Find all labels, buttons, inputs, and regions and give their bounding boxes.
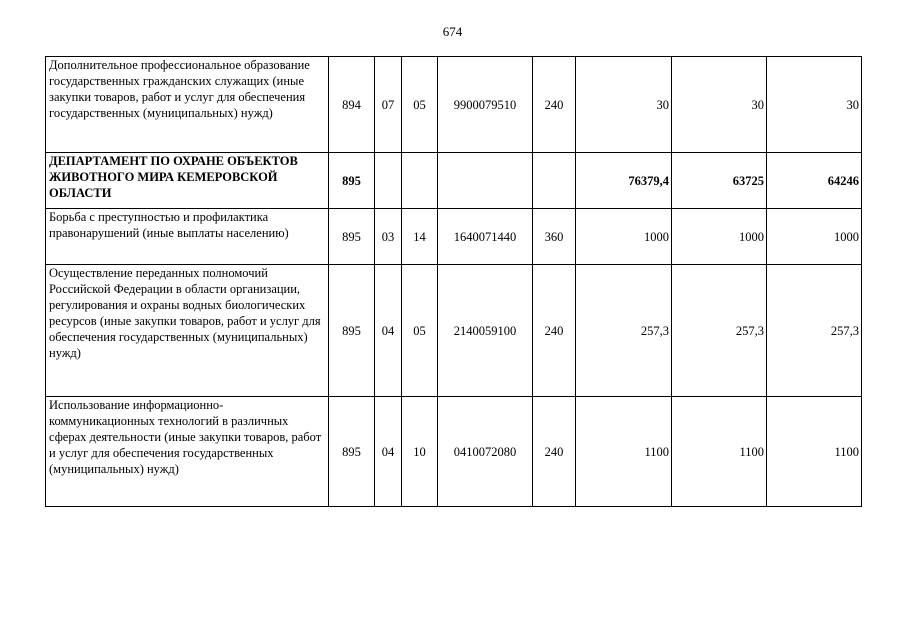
cell-vr: 240: [533, 265, 576, 397]
row-name: ДЕПАРТАМЕНТ ПО ОХРАНЕ ОБЪЕКТОВ ЖИВОТНОГО МИРА КЕМЕРОВСКОЙ ОБЛАСТИ: [46, 153, 329, 209]
cell-ved: 895: [329, 209, 375, 265]
row-name: Борьба с преступностью и профилактика правонарушений (иные выплаты населению): [46, 209, 329, 265]
row-name: Дополнительное профессиональное образование государственных гражданских служащих (иные закупки товаров, работ и услуг для обеспечения государственных (муниципальных) нужд): [46, 57, 329, 153]
cell-value-2: 63725: [672, 153, 767, 209]
cell-vr: 360: [533, 209, 576, 265]
budget-table: [45, 56, 862, 507]
cell-vr: 240: [533, 397, 576, 507]
row-name: Осуществление переданных полномочий Российской Федерации в области организации, регулирования и охраны водных биологических ресурсов (иные закупки товаров, работ и услуг для обеспечения государственных (муниципальных) нужд): [46, 265, 329, 397]
cell-rz: 04: [375, 397, 402, 507]
cell-vr: 240: [533, 57, 576, 153]
cell-rz: 07: [375, 57, 402, 153]
cell-value-2: 1100: [672, 397, 767, 507]
cell-ved: 895: [329, 265, 375, 397]
table-row: [46, 153, 862, 209]
cell-ved: 894: [329, 57, 375, 153]
page-number: 674: [442, 24, 463, 39]
cell-pr: 05: [402, 265, 438, 397]
cell-value-3: 1100: [767, 397, 862, 507]
cell-value-3: 1000: [767, 209, 862, 265]
row-name: Использование информационно-коммуникационных технологий в различных сферах деятельности (иные закупки товаров, работ и услуг для обеспечения государственных (муниципальных) нужд): [46, 397, 329, 507]
cell-value-3: 257,3: [767, 265, 862, 397]
cell-pr: 14: [402, 209, 438, 265]
cell-value-3: 64246: [767, 153, 862, 209]
cell-rz: [375, 153, 402, 209]
cell-pr: 10: [402, 397, 438, 507]
cell-value-2: 30: [672, 57, 767, 153]
table-row: [46, 397, 862, 507]
cell-ved: 895: [329, 153, 375, 209]
cell-value-2: 257,3: [672, 265, 767, 397]
cell-pr: 05: [402, 57, 438, 153]
cell-value-1: 257,3: [576, 265, 672, 397]
cell-csr: 0410072080: [438, 397, 533, 507]
cell-csr: 1640071440: [438, 209, 533, 265]
cell-value-1: 30: [576, 57, 672, 153]
cell-csr: 9900079510: [438, 57, 533, 153]
cell-csr: [438, 153, 533, 209]
cell-csr: 2140059100: [438, 265, 533, 397]
table-row: [46, 265, 862, 397]
cell-rz: 04: [375, 265, 402, 397]
cell-pr: [402, 153, 438, 209]
table-row: [46, 57, 862, 153]
cell-value-1: 1000: [576, 209, 672, 265]
cell-value-1: 1100: [576, 397, 672, 507]
cell-value-1: 76379,4: [576, 153, 672, 209]
cell-value-2: 1000: [672, 209, 767, 265]
cell-vr: [533, 153, 576, 209]
cell-rz: 03: [375, 209, 402, 265]
cell-value-3: 30: [767, 57, 862, 153]
table-row: [46, 209, 862, 265]
cell-ved: 895: [329, 397, 375, 507]
